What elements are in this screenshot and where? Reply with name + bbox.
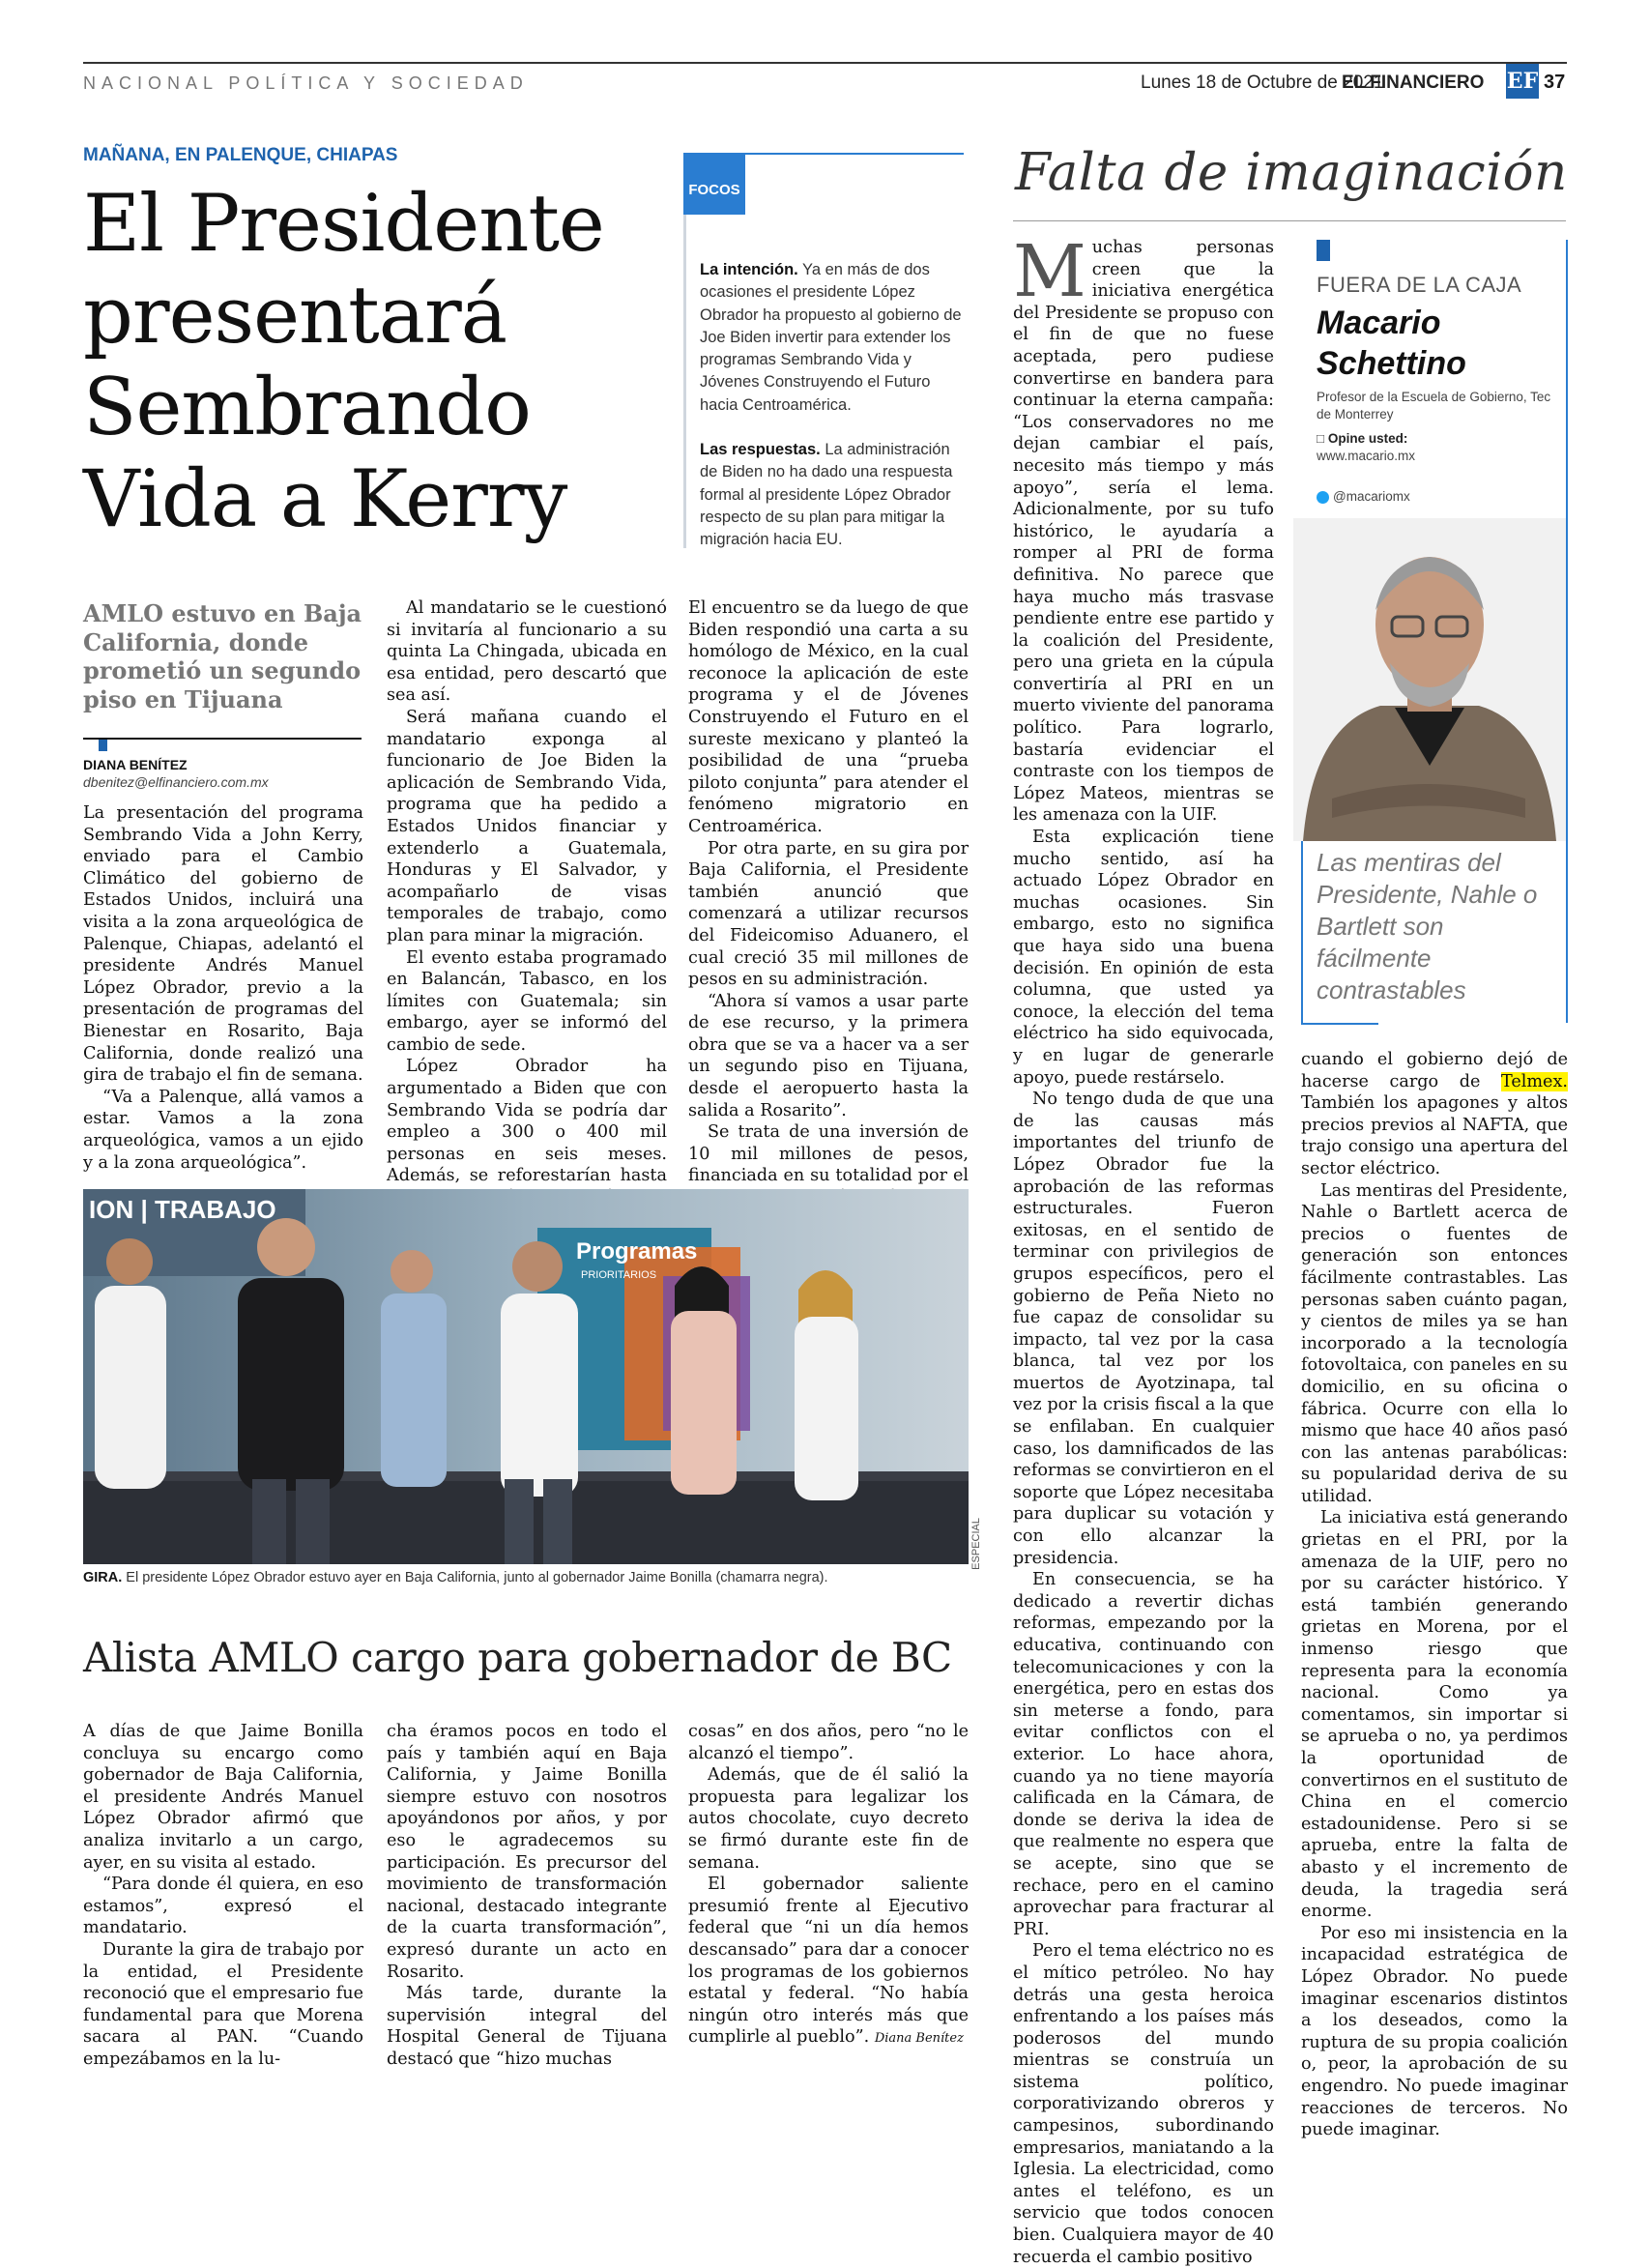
paragraph: Durante la gira de trabajo por la entidad, el Presidente reconoció que el empresario fue fundamental para que Morena sacara al PAN. “Cuando empezábamos en la lu- <box>83 1939 363 2069</box>
signature: Diana Benítez <box>874 2031 964 2047</box>
paragraph: La iniciativa está generando grietas en el PRI, por la amenaza de la UIF, pero no por su carácter histórico. Y está también generando grietas en Morena, por el inmenso riesgo que representa para la economía nacional. Como ya comentamos, sin importar si se aprueba o no, ya perdimos la oportunidad de convertirnos en el sustituto de China en el comercio estadounidense. Pero si se aprueba, entre la falta de abasto y el incremento de deuda, la tragedia será enorme. <box>1301 1508 1568 1922</box>
author-box-rule <box>1566 240 1568 1023</box>
paragraph: Por eso mi insistencia en la incapacidad estratégica de López Obrador. No puede imaginar escenarios distintos a los deseados, como la ruptura de su propia coalición o, peor, la aprobación de su engendro. No puede imaginar reacciones de terceros. No puede imaginar. <box>1301 1923 1568 2140</box>
paragraph: El evento estaba programado en Balancán, Tabasco, en los límites con Guatemala; sin embargo, ayer se informó del cambio de sede. <box>387 947 667 1055</box>
person <box>795 1270 858 1500</box>
pullquote-rule <box>1301 822 1303 1025</box>
header-rule <box>83 62 1567 64</box>
paragraph: López Obrador ha argumentado a Biden que con Sembrando Vida se podría dar empleo a 300 o 400 mil personas en seis meses. Además, se reforestarían hasta <box>387 1057 667 1186</box>
event-photo <box>83 1189 969 1564</box>
paragraph: “Ahora sí vamos a usar parte de ese recurso, y la primera obra que se va a hacer va a ser un segundo piso en Tijuana, desde el aeropuerto hasta la salida a Rosarito”. <box>688 991 969 1120</box>
sign-right-sub: PRIORITARIOS <box>581 1269 657 1281</box>
paragraph: cuando el gobierno dejó de hacerse cargo de Telmex. También los apagones y altos precios previos al NAFTA, que trajo consigo una apertura del sector eléctrico. <box>1301 1050 1568 1178</box>
paragraph: “Va a Palenque, allá vamos a estar. Vamos a la zona arqueológica, vamos a un ejido y a la zona arqueológica”. <box>83 1087 363 1173</box>
paragraph: El gobernador saliente presumió frente al Ejecutivo federal que “ni un día hemos descansado” para dar a conocer los programas de los gobiernos estatal y federal. “No había ningún otro interés más que cumplirle al pueblo”. Diana Benítez <box>688 1875 969 2048</box>
byline-email[interactable]: dbenitez@elfinanciero.com.mx <box>83 774 269 790</box>
sign-right: Programas <box>576 1238 698 1265</box>
paragraph: Pero el tema eléctrico no es el mítico petróleo. No hay detrás una gesta heroica enfrentando a los países más poderosos del mundo mientras se construía un sistema político, corporativizando obreros y campesinos, subordinando empresarios, maniatando a la Iglesia. La electricidad, como antes el teléfono, es un servicio que todos conocen bien. Cualquiera mayor de 40 recuerda el cambio positivo <box>1013 1941 1274 2267</box>
secondary-column-1 <box>83 1721 363 2071</box>
deck: AMLO estuvo en Baja California, donde prometió un segundo piso en Tijuana <box>83 599 362 713</box>
opine-block: □ Opine usted: www.macario.mx <box>1317 431 1416 463</box>
section-label: NACIONAL POLÍTICA Y SOCIEDAD <box>83 73 529 93</box>
issue-date: Lunes 18 de Octubre de 2021 <box>1141 73 1384 93</box>
opinion-column-1 <box>1013 230 1274 2268</box>
sign-left: ION | TRABAJO <box>89 1195 276 1224</box>
author-portrait <box>1293 518 1566 841</box>
paragraph: Esta explicación tiene mucho sentido, así ha actuado López Obrador en muchas ocasiones. Sin embargo, esto no significa que haya sido una buena decisión. En opinión de esta columna, que usted ya conoce, la elección del tema eléctrico ha sido equivocada, y en lugar de generarle apoyo, puede restárselo. <box>1013 828 1274 1088</box>
focos-side-rule <box>683 215 686 548</box>
author-marker <box>1317 240 1330 261</box>
paragraph: A días de que Jaime Bonilla concluya su encargo como gobernador de Baja California, el presidente Andrés Manuel López Obrador afirmó que analiza invitarlo a un cargo, ayer, en su visita al estado. <box>83 1722 363 1873</box>
byline: DIANA BENÍTEZ <box>83 757 188 772</box>
focos-box <box>700 259 964 574</box>
paragraph: Más tarde, durante la supervisión integral del Hospital General de Tijuana destacó que “hizo muchas <box>387 1984 667 2069</box>
twitter-handle[interactable]: @macariomx <box>1317 489 1410 504</box>
paragraph: Se trata de una inversión de 10 mil millones de pesos, financiada en su totalidad por el <box>688 1122 969 1186</box>
website-link[interactable]: www.macario.mx <box>1317 449 1416 463</box>
opinion-column-2 <box>1301 1049 1568 2141</box>
ef-logo: EF <box>1506 64 1539 99</box>
focos-item: La intención. Ya en más de dos ocasiones el presidente López Obrador ha propuesto al gobierno de Joe Biden invertir para extender los programas Sembrando Vida y Jóvenes Construyendo el Futuro hacia Centroamérica. <box>700 261 962 414</box>
paragraph: Por otra parte, en su gira por Baja California, el Presidente también anunció que comenzará a utilizar recursos del Fideicomiso Aduanero, el cual creció 35 mil millones de pesos en su administración. <box>688 838 969 990</box>
secondary-column-3 <box>688 1721 969 2050</box>
highlighted-text: Telmex. <box>1500 1071 1568 1091</box>
paragraph: No tengo duda de que una de las causas más importantes del triunfo de López Obrador fue la aprobación de las reformas estructurales. Fueron exitosas, en el sentido de terminar con privilegios de grupos específicos, pero el gobierno de Peña Nieto no fue capaz de consolidar su impacto, tal vez por la casa blanca, tal vez por los muertos de Ayotzinapa, tal vez por la crisis fiscal a la que se enfilaban. En cualquier caso, los damnificados de las reformas se convirtieron en el soporte que López necesitaba para duplicar su votación y con ello alcanzar la presidencia. <box>1013 1090 1274 1568</box>
paragraph: El encuentro se da luego de que Biden respondió una carta a su homólogo de México, en la cual reconoce la aplicación de este programa y el de Jóvenes Construyendo el Futuro en el sureste mexicano y planteó la posibilidad de una “prueba piloto conjunta” para atender el fenómeno migratorio en Centroamérica. <box>688 598 969 836</box>
focos-tab: FOCOS <box>683 155 745 215</box>
paragraph: Además, que de él salió la propuesta para legalizar los autos chocolate, cuyo decreto se firmó durante este fin de semana. <box>688 1765 969 1873</box>
person <box>671 1266 737 1495</box>
paragraph: Al mandatario se le cuestionó si invitaría al funcionario a su quinta La Chingada, ubicada en esa entidad, pero descartó que sea así. <box>387 598 667 706</box>
article-column-2 <box>387 597 667 1231</box>
paragraph: “Para donde él quiera, en eso estamos”, expresó el mandatario. <box>83 1875 363 1938</box>
pullquote-rule-bottom <box>1301 1023 1378 1025</box>
author-role: Profesor de la Escuela de Gobierno, Tec de Monterrey <box>1317 390 1551 422</box>
article-column-3 <box>688 597 969 1231</box>
page-number: 37 <box>1544 72 1566 93</box>
photo-caption: GIRA. El presidente López Obrador estuvo ayer en Baja California, junto al gobernador Jaime Bonilla (chamarra negra). <box>83 1570 828 1585</box>
twitter-icon <box>1317 491 1329 504</box>
article-column-1 <box>83 802 363 1174</box>
brand-name: EL FINANCIERO <box>1342 73 1485 93</box>
paragraph: Muchas personas creen que la iniciativa energética del Presidente se propuso con el fin de que no fuese aceptada, pero pudiese convertirse en bandera para continuar la eterna campaña: “Los conservadores no me dejan cambiar el país, necesito más tiempo y más apoyo”, sería el lema. Adicionalmente, por su tufo histórico, le ayudaría a romper al PRI de forma definitiva. No parece que haya mucho más trasvase pendiente entre ese partido y la coalición del Presidente, pero una grieta en la cúpula convertiría al PRI en un muerto viviente del panorama político. Para lograrlo, bastaría evidenciar el contraste con los tiempos de López Mateos, mientras se les amenaza con la UIF. <box>1013 230 1274 826</box>
paragraph: cha éramos pocos en todo el país y también aquí en Baja California, y Jaime Bonilla siempre estuvo con nosotros apoyándonos por años, y por eso le agradecemos su participación. Es precursor del movimiento de transformación nacional, destacado integrante de la cuarta transformación”, expresó durante un acto en Rosarito. <box>387 1722 667 1982</box>
paragraph: cosas” en dos años, pero “no le alcanzó el tiempo”. <box>688 1722 969 1763</box>
kicker: MAÑANA, EN PALENQUE, CHIAPAS <box>83 145 398 165</box>
focos-item: Las respuestas. La administración de Biden no ha dado una respuesta formal al presidente López Obrador respecto de su plan para mitigar la migración hacia EU. <box>700 441 953 549</box>
opinion-rule <box>1013 220 1566 221</box>
main-headline: El Presidente presentará Sembrando Vida a Kerry <box>83 179 604 545</box>
byline-marker <box>99 740 107 751</box>
secondary-column-2 <box>387 1721 667 2071</box>
byline-rule <box>83 738 362 740</box>
paragraph: Las mentiras del Presidente, Nahle o Bartlett acerca de precios o fuentes de generación son entonces fácilmente contrastables. Las personas saben cuánto pagan, y cientos de miles ya se han incorporado a la tecnología fotovoltaica, con paneles en su domicilio, en su oficina o fábrica. Ocurre con ella lo mismo que hace 40 años pasó con las antenas parabólicas: su popularidad deriva de su utilidad. <box>1301 1180 1568 1506</box>
column-label: FUERA DE LA CAJA <box>1317 273 1522 297</box>
paragraph: En consecuencia, se ha dedicado a revertir dichas reformas, empezando por la educativa, continuando con telecomunicaciones y con la energética, pero en estas dos sin meterse a fondo, para evitar conflictos con el exterior. Lo hace ahora, cuando ya no tiene mayoría calificada en la Cámara, de donde se deriva la idea de que realmente no espera que se acepte, sino que se rechace, pero en el camino aprovechar para fracturar al PRI. <box>1013 1570 1274 1939</box>
opinion-title: Falta de imaginación <box>1015 143 1568 202</box>
photo-credit: ESPECIAL <box>970 1518 982 1570</box>
comment-icon: □ <box>1317 431 1325 446</box>
paragraph: Será mañana cuando el mandatario exponga al funcionario de Joe Biden la aplicación de Sembrando Vida, programa que ha pedido a Estados Unidos financiar y extenderlo a Guatemala, Honduras y El Salvador, y acompañarlo de visas temporales de trabajo, como plan para minar la migración. <box>387 707 667 945</box>
pullquote: Las mentiras del Presidente, Nahle o Bartlett son fácilmente contrastables <box>1317 848 1538 1004</box>
secondary-headline: Alista AMLO cargo para gobernador de BC <box>83 1634 952 1681</box>
author-name: Macario Schettino <box>1317 305 1466 382</box>
paragraph: La presentación del programa Sembrando Vida a John Kerry, enviado para el Cambio Climático del gobierno de Estados Unidos, incluirá una visita a la zona arqueológica de Palenque, Chiapas, adelantó el presidente Andrés Manuel López Obrador, previo a la presentación de programas del Bienestar en Rosarito, Baja California, donde realizó una gira de trabajo el fin de semana. <box>83 803 363 1086</box>
